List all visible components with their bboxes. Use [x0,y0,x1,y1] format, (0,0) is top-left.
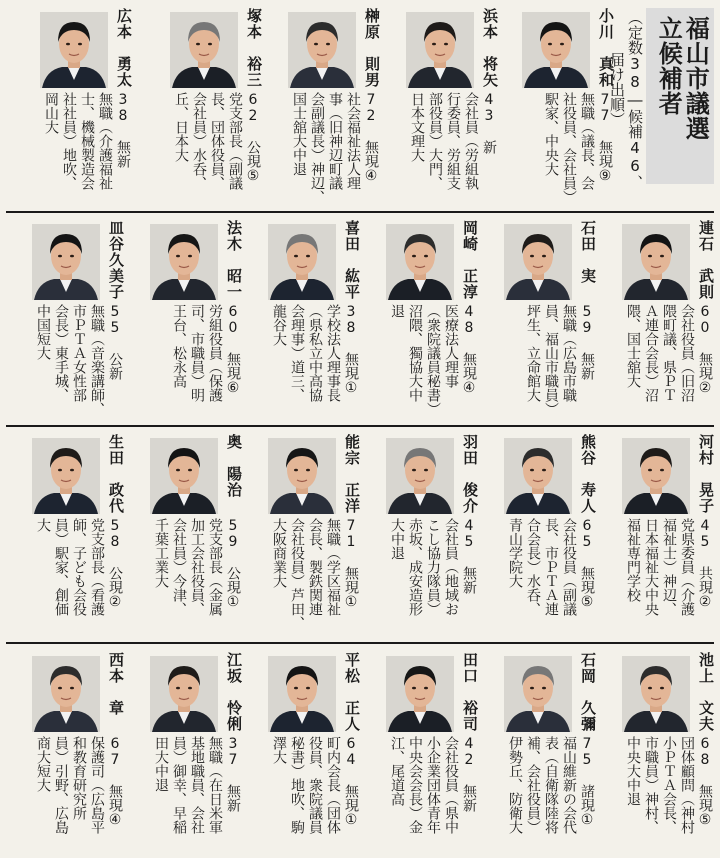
candidate-detail-line: 隈、国士舘大 [625,304,641,388]
candidate-card [246,648,364,854]
candidate-photo [150,224,218,300]
candidate-detail-line: 医療法人理事 [443,304,459,388]
candidate-photo [150,656,218,732]
candidate-detail-line: 士、機械製造会 [79,92,95,190]
candidate-photo [522,12,590,88]
candidate-name: 榊原 則男 [363,8,381,88]
candidate-name: 能宗 正洋 [343,434,361,514]
candidate-photo [386,656,454,732]
candidate-detail-line: 員）御幸、早稲 [171,736,187,834]
candidate-detail-line: 司、市職員）明 [189,304,205,402]
candidate-photo [32,224,100,300]
candidate-card [266,4,384,209]
candidate-detail-line: 千葉工業大 [153,518,169,588]
candidate-card [128,430,246,640]
candidate-photo [406,12,474,88]
candidate-name: 連石 武則 [697,220,715,300]
candidate-photo [150,438,218,514]
candidate-detail-line: 市ＰＴＡ女性部 [71,304,87,402]
candidate-name: 喜田 紘平 [343,220,361,300]
candidate-photo [622,438,690,514]
portrait-photo [386,656,454,732]
candidate-age-status: 77 無現⑨ [597,92,613,184]
candidate-age-status: 45 共現② [697,518,713,610]
candidate-name: 江坂 怜俐 [225,652,243,732]
candidate-detail-line: 龍谷大 [271,304,287,346]
candidate-detail-line: 商大短大 [35,736,51,792]
candidate-age-status: 37 無新 [225,736,241,812]
candidate-detail-line: 員）引野、広島 [53,736,69,834]
candidate-detail-line: 会理事）道三、 [289,304,305,402]
portrait-photo [504,224,572,300]
candidate-card [128,648,246,854]
subheadline-line-2: 届け出順） [608,52,626,127]
candidate-detail-line: 師、子ども会役 [71,518,87,616]
candidate-detail-line: 隈町議、県ＰＴ [661,304,677,402]
candidate-detail-line: Ａ連合会長）沼 [643,304,659,402]
candidate-photo [32,438,100,514]
candidate-age-status: 64 無現① [343,736,359,828]
portrait-photo [32,438,100,514]
candidate-name: 小川 真和 [597,8,615,88]
candidate-card [600,430,718,640]
portrait-photo [288,12,356,88]
candidate-detail-line: 無職（音楽講師、 [89,304,105,416]
candidate-detail-line: 市職員）神村、 [643,736,659,834]
candidate-detail-line: 合会長）水呑、 [525,518,541,616]
candidate-detail-line: 員）駅家、創価 [53,518,69,616]
candidate-row [0,648,720,854]
candidate-photo [32,656,100,732]
candidate-detail-line: 無職（在日米軍 [207,736,223,834]
candidate-name: 塚本 裕三 [245,8,263,88]
candidate-card [600,648,718,854]
candidate-detail-line: 国士舘大中退 [291,92,307,176]
candidate-detail-line: 王台、松永高 [171,304,187,388]
candidate-detail-line: （県私立中高協 [307,304,323,402]
portrait-photo [386,224,454,300]
candidate-detail-line: 岡山大 [43,92,59,134]
candidate-detail-line: 中国短大 [35,304,51,360]
candidate-detail-line: 福山維新の会代 [561,736,577,834]
candidate-name: 浜本 将矢 [481,8,499,88]
candidate-detail-line: 労組役員（保護 [207,304,223,402]
candidate-photo [268,438,336,514]
candidate-detail-line: 長、団体役員、 [209,92,225,190]
candidate-age-status: 65 無現⑤ [579,518,595,610]
candidate-detail-line: 会社員）今津、 [171,518,187,616]
candidate-card [246,216,364,423]
candidate-name: 羽田 俊介 [461,434,479,514]
candidate-name: 奥 陽治 [225,434,243,498]
candidate-card [384,4,502,209]
candidate-card [128,216,246,423]
candidate-card [364,430,482,640]
candidate-detail-line: 基地職員、会社 [189,736,205,834]
candidate-detail-line: 行委員、労組支 [445,92,461,190]
candidate-age-status: 42 無新 [461,736,477,812]
candidate-age-status: 48 無現④ [461,304,477,396]
candidate-detail-line: 日本福祉大中央 [643,518,659,616]
portrait-photo [32,224,100,300]
row-divider [6,211,714,213]
candidate-photo [40,12,108,88]
candidate-detail-line: 団体顧問（神村 [679,736,695,834]
candidate-name: 平松 正人 [343,652,361,732]
portrait-photo [622,656,690,732]
candidate-detail-line: 退 [389,304,405,318]
candidate-name: 岡崎 正淳 [461,220,479,300]
candidate-photo [386,438,454,514]
candidate-detail-line: 江、尾道高 [389,736,405,806]
portrait-photo [268,224,336,300]
candidate-detail-line: 党支部長（金属 [207,518,223,616]
candidate-detail-line: 会社役員（副議 [561,518,577,616]
candidate-card [364,216,482,423]
candidate-detail-line: 事（旧神辺町議 [327,92,343,190]
portrait-photo [32,656,100,732]
candidate-detail-line: 学校法人理事長 [325,304,341,402]
candidate-detail-line: 会社員（労組執 [463,92,479,190]
candidate-detail-line: 大阪商業大 [271,518,287,588]
subheadline-line-1: （定数38―候補46、 [626,10,644,190]
candidate-name: 広本 勇太 [115,8,133,88]
candidate-detail-line: 澤大 [271,736,287,764]
portrait-photo [622,438,690,514]
candidate-row [0,216,720,423]
headline-line-1: 福山市議選 [681,16,710,141]
portrait-photo [150,656,218,732]
candidate-detail-line: 表（自衛隊陸将 [543,736,559,834]
candidate-age-status: 62 公現⑤ [245,92,261,184]
candidate-detail-line: 保護司（広島平 [89,736,105,834]
candidate-detail-line: 小企業団体青年 [425,736,441,834]
portrait-photo [150,438,218,514]
candidate-photo [504,656,572,732]
candidate-detail-line: 員、福山市職員） [543,304,559,416]
portrait-photo [504,438,572,514]
candidate-age-status: 59 無新 [579,304,595,380]
candidate-name: 石岡 久彌 [579,652,597,732]
candidate-age-status: 60 無現② [697,304,713,396]
candidate-name: 生田 政代 [107,434,125,514]
candidate-detail-line: 部役員）大門、 [427,92,443,190]
candidate-detail-line: 青山学院大 [507,518,523,588]
candidate-detail-line: 会社役員（旧沼 [679,304,695,402]
portrait-photo [150,224,218,300]
candidate-detail-line: 福祉専門学校 [625,518,641,602]
candidate-detail-line: 沼隈、獨協大中 [407,304,423,402]
candidate-card [482,648,600,854]
candidate-detail-line: 党支部長（看護 [89,518,105,616]
candidate-detail-line: 坪生、立命館大 [525,304,541,402]
candidate-card [364,648,482,854]
candidate-detail-line: 会長、製鉄関連 [307,518,323,616]
portrait-photo [170,12,238,88]
candidate-detail-line: 会副議長）神辺、 [309,92,325,204]
candidate-card [148,4,266,209]
candidate-detail-line: 駅家、中央大 [543,92,559,176]
candidate-photo [622,224,690,300]
candidate-detail-line: 会社員）水呑、 [191,92,207,190]
candidate-age-status: 38 無新 [115,92,131,168]
candidate-detail-line: 町内会長（団体 [325,736,341,834]
candidate-detail-line: 党県委員（介護 [679,518,695,616]
candidate-detail-line: 田大中退 [153,736,169,792]
candidate-photo [386,224,454,300]
candidate-detail-line: 大中退 [389,518,405,560]
candidate-detail-line: 和教育研究所 [71,736,87,820]
candidate-detail-line: 赤坂、成安造形 [407,518,423,616]
candidate-detail-line: こし協力隊員） [425,518,441,616]
candidate-card [482,216,600,423]
candidate-detail-line: 役員、衆院議員 [307,736,323,834]
candidate-name: 石田 実 [579,220,597,284]
candidate-age-status: 45 無新 [461,518,477,594]
candidate-card [600,216,718,423]
candidate-age-status: 43 新 [481,92,497,154]
candidate-age-status: 75 諸現① [579,736,595,828]
candidate-card [10,216,128,423]
candidate-card [18,4,136,209]
candidate-row [0,430,720,640]
candidate-detail-line: 無職（学区福祉 [325,518,341,616]
headline-line-2: 立候補者 [654,16,683,116]
portrait-photo [268,656,336,732]
candidate-card [246,430,364,640]
candidate-detail-line: 会社役員）芦田、 [289,518,305,630]
candidate-detail-line: 補、会社役員） [525,736,541,834]
candidate-detail-line: 会社役員（県中 [443,736,459,834]
portrait-photo [386,438,454,514]
portrait-photo [268,438,336,514]
candidate-detail-line: 社社員）地吹、 [61,92,77,190]
candidate-photo [268,224,336,300]
candidate-detail-line: 長、市ＰＴＡ連 [543,518,559,616]
row-divider [6,642,714,644]
candidate-detail-line: 無職（議長、会 [579,92,595,190]
candidate-card [500,4,618,209]
candidate-name: 池上 文夫 [697,652,715,732]
candidate-age-status: 59 公現① [225,518,241,610]
portrait-photo [406,12,474,88]
candidate-detail-line: 丘、日本大 [173,92,189,162]
candidate-detail-line: 党支部長（副議 [227,92,243,190]
candidate-age-status: 58 公現② [107,518,123,610]
candidate-name: 熊谷 寿人 [579,434,597,514]
candidate-name: 西本 章 [107,652,125,716]
candidate-detail-line: 秘書）地吹、駒 [289,736,305,834]
candidate-photo [288,12,356,88]
candidate-photo [170,12,238,88]
candidate-age-status: 72 無現④ [363,92,379,184]
candidate-name: 河村 晃子 [697,434,715,514]
candidate-detail-line: 社会福祉法人理 [345,92,361,190]
candidate-name: 法木 昭一 [225,220,243,300]
candidate-age-status: 71 無現① [343,518,359,610]
candidate-detail-line: 社役員、会社員） [561,92,577,204]
candidate-card [10,648,128,854]
candidate-age-status: 38 無現① [343,304,359,396]
candidate-photo [504,438,572,514]
candidate-age-status: 60 無現⑥ [225,304,241,396]
candidate-row [0,4,720,209]
portrait-photo [622,224,690,300]
candidate-card [482,430,600,640]
candidate-age-status: 68 無現⑤ [697,736,713,828]
candidate-detail-line: 福祉士）神辺、 [661,518,677,616]
candidate-name: 田口 裕司 [461,652,479,732]
candidate-detail-line: 日本文理大 [409,92,425,162]
row-divider [6,425,714,427]
portrait-photo [522,12,590,88]
portrait-photo [504,656,572,732]
candidate-detail-line: 中央会会長）金 [407,736,423,834]
candidate-photo [268,656,336,732]
candidate-photo [622,656,690,732]
candidate-detail-line: 大 [35,518,51,532]
candidate-detail-line: 会長）東手城、 [53,304,69,402]
candidate-detail-line: 小ＰＴＡ会長、 [661,736,677,834]
candidate-detail-line: 無職（介護福祉 [97,92,113,190]
candidate-detail-line: 会社員（地域お [443,518,459,616]
candidate-detail-line: 伊勢丘、防衛大 [507,736,523,834]
candidate-age-status: 67 無現④ [107,736,123,828]
portrait-photo [40,12,108,88]
candidate-name: 皿谷久美子 [107,220,125,300]
candidate-card [10,430,128,640]
candidate-age-status: 55 公新 [107,304,123,380]
candidate-photo [504,224,572,300]
candidate-detail-line: 無職（広島市職 [561,304,577,402]
candidate-detail-line: 加工会社役員、 [189,518,205,616]
candidate-detail-line: （衆院議員秘書） [425,304,441,416]
candidate-detail-line: 中央大中退 [625,736,641,806]
